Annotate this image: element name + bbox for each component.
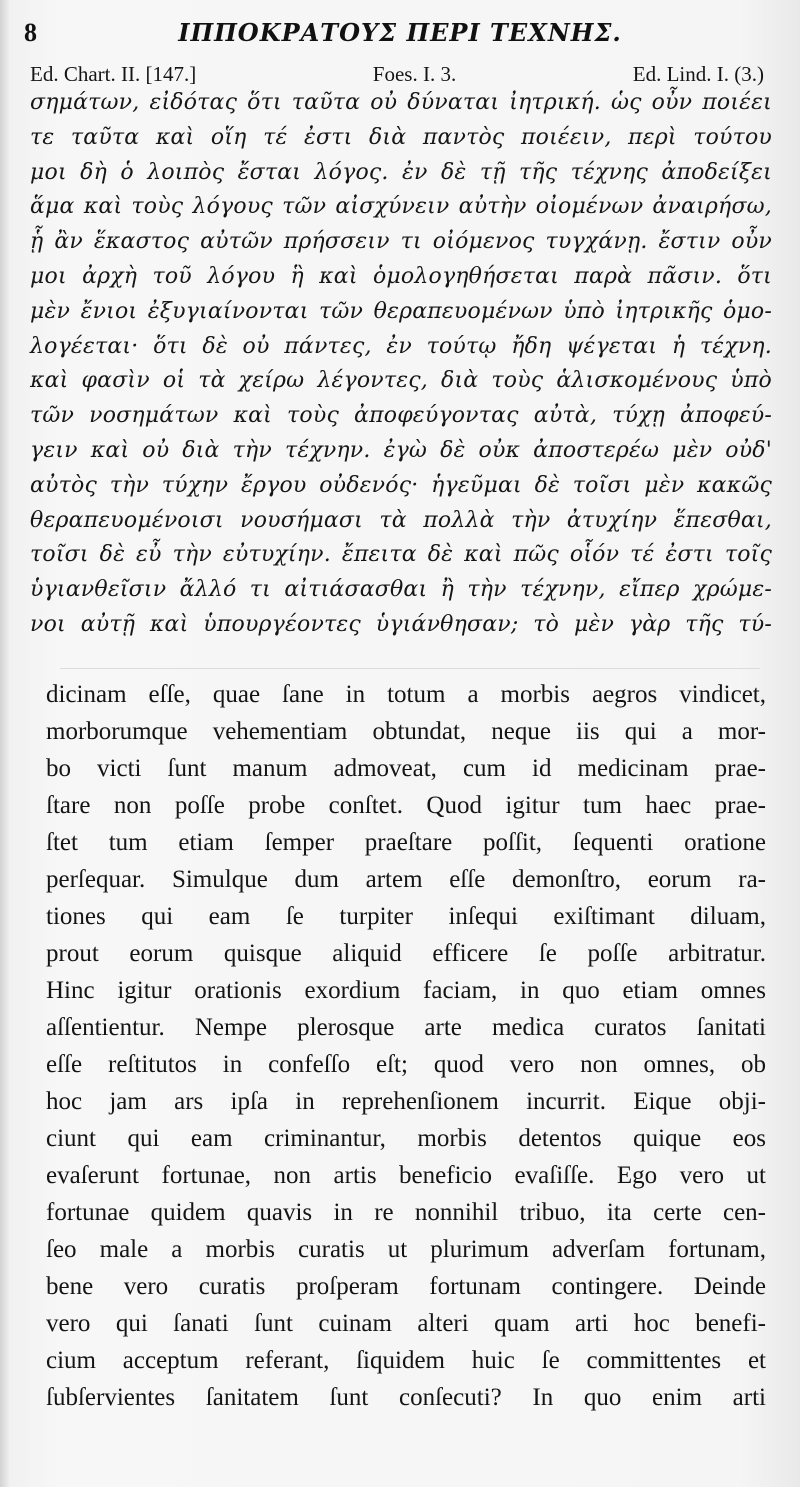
latin-text-line: Hinc igitur orationis exordium faciam, in quo etiam omnes xyxy=(46,977,766,1004)
greek-text-line: ᾗ ἂν ἕκαστος αὐτῶν πρήσσειν τι οἰόμενος τυγχάνῃ. ἔστιν οὖν xyxy=(30,229,772,255)
latin-text-line: tiones qui eam ſe turpiter inſequi exiſtimant diluam, xyxy=(46,903,766,930)
greek-text-line: μοι δὴ ὁ λοιπὸς ἔσται λόγος. ἐν δὲ τῇ τῆς τέχνης ἀποδείξει xyxy=(30,159,772,185)
greek-text-line: σημάτων, εἰδότας ὅτι ταῦτα οὐ δύναται ἰητρική. ὡς οὖν ποιέει xyxy=(30,90,772,115)
chartier-edition-ref: Ed. Chart. II. [147.] xyxy=(30,62,197,86)
latin-text-line: perſequar. Simulque dum artem eſſe demonſtro, eorum ra- xyxy=(46,866,766,893)
latin-text-line: ciunt qui eam criminantur, morbis detentos quique eos xyxy=(46,1125,766,1152)
latin-text-line: aſſentientur. Nempe plerosque arte medica curatos ſanitati xyxy=(46,1014,766,1041)
greek-text-line: αὐτὸς τὴν τύχην ἔργου οὐδενός· ἡγεῦμαι δὲ τοῖσι μὲν κακῶς xyxy=(30,472,772,498)
latin-text-line: bene vero curatis proſperam fortunam contingere. Deinde xyxy=(46,1273,766,1300)
running-title: ΙΠΠΟΚΡΑΤΟΥΣ ΠΕΡΙ ΤΕΧΝΗΣ. xyxy=(178,18,622,47)
latin-text-line: dicinam eſſe, quae ſane in totum a morbis aegros vindicet, xyxy=(46,681,766,708)
greek-text-line: θεραπευομένοισι νουσήμασι τὰ πολλὰ τὴν ἀτυχίην ἕπεσθαι, xyxy=(30,507,772,533)
greek-text-line: τῶν νοσημάτων καὶ τοὺς ἀποφεύγοντας αὐτὰ, τύχῃ ἀποφεύ- xyxy=(30,403,772,429)
section-divider xyxy=(60,668,760,669)
greek-text-line: τοῖσι δὲ εὖ τὴν εὐτυχίην. ἔπειτα δὲ καὶ πῶς οἷόν τέ ἐστι τοῖς xyxy=(30,542,772,568)
latin-text-block xyxy=(46,676,766,1416)
greek-text-line: νοι αὐτῇ καὶ ὑπουργέοντες ὑγιάνθησαν; τὸ μὲν γὰρ τῆς τύ- xyxy=(30,611,772,637)
greek-text-line: ὑγιανθεῖσιν ἄλλό τι αἰτιάσασθαι ἢ τὴν τέχνην, εἴπερ χρώμε- xyxy=(30,577,772,603)
greek-text-line: μοι ἀρχὴ τοῦ λόγου ἣ καὶ ὁμολογηθήσεται παρὰ πᾶσιν. ὅτι xyxy=(30,263,772,289)
latin-text-line: ſtare non poſſe probe conſtet. Quod igitur tum haec prae- xyxy=(46,792,766,819)
greek-text-line: λογέεται· ὅτι δὲ οὐ πάντες, ἐν τούτῳ ἤδη ψέγεται ἡ τέχνη. xyxy=(30,333,772,359)
latin-text-line: ſeo male a morbis curatis ut plurimum adverſam fortunam, xyxy=(46,1236,766,1263)
latin-text-line: hoc jam ars ipſa in reprehenſionem incurrit. Eique obji- xyxy=(46,1088,766,1115)
greek-text-line: τε ταῦτα καὶ οἵη τέ ἐστι διὰ παντὸς ποιέειν, περὶ τούτου xyxy=(30,124,772,150)
latin-text-line: bo victi ſunt manum admoveat, cum id medicinam prae- xyxy=(46,755,766,782)
latin-text-line: eſſe reſtitutos in confeſſo eſt; quod vero non omnes, ob xyxy=(46,1051,766,1078)
latin-text-line: ſubſervientes ſanitatem ſunt conſecuti? In quo enim arti xyxy=(46,1384,766,1411)
latin-text-line: ſtet tum etiam ſemper praeſtare poſſit, ſequenti oratione xyxy=(46,829,766,856)
latin-text-line: morborumque vehementiam obtundat, neque iis qui a mor- xyxy=(46,718,766,745)
linden-edition-ref: Ed. Lind. I. (3.) xyxy=(632,62,764,86)
foesius-edition-ref: Foes. I. 3. xyxy=(372,62,457,86)
latin-text-line: vero qui ſanati ſunt cuinam alteri quam arti hoc benefi- xyxy=(46,1310,766,1337)
greek-text-block xyxy=(30,86,772,643)
greek-text-line: ἅμα καὶ τοὺς λόγους τῶν αἰσχύνειν αὐτὴν οἰομένων ἀναιρήσω, xyxy=(30,194,772,220)
greek-text-line: μὲν ἔνιοι ἐξυγιαίνονται τῶν θεραπευομένων ὑπὸ ἰητρικῆς ὁμο- xyxy=(30,298,772,324)
latin-text-line: prout eorum quisque aliquid efficere ſe poſſe arbitratur. xyxy=(46,940,766,967)
greek-text-line: γειν καὶ οὐ διὰ τὴν τέχνην. ἐγὼ δὲ οὐκ ἀποστερέω μὲν οὐδ' xyxy=(30,437,772,463)
latin-text-line: fortunae quidem quavis in re nonnihil tribuo, ita certe cen- xyxy=(46,1199,766,1226)
edition-references xyxy=(30,62,764,87)
latin-text-line: evaſerunt fortunae, non artis beneficio evaſiſſe. Ego vero ut xyxy=(46,1162,766,1189)
page-number: 8 xyxy=(24,18,37,47)
greek-text-line: καὶ φασὶν οἱ τὰ χείρω λέγοντες, διὰ τοὺς ἁλισκομένους ὑπὸ xyxy=(30,368,772,394)
latin-text-line: cium acceptum referant, ſiquidem huic ſe committentes et xyxy=(46,1347,766,1374)
